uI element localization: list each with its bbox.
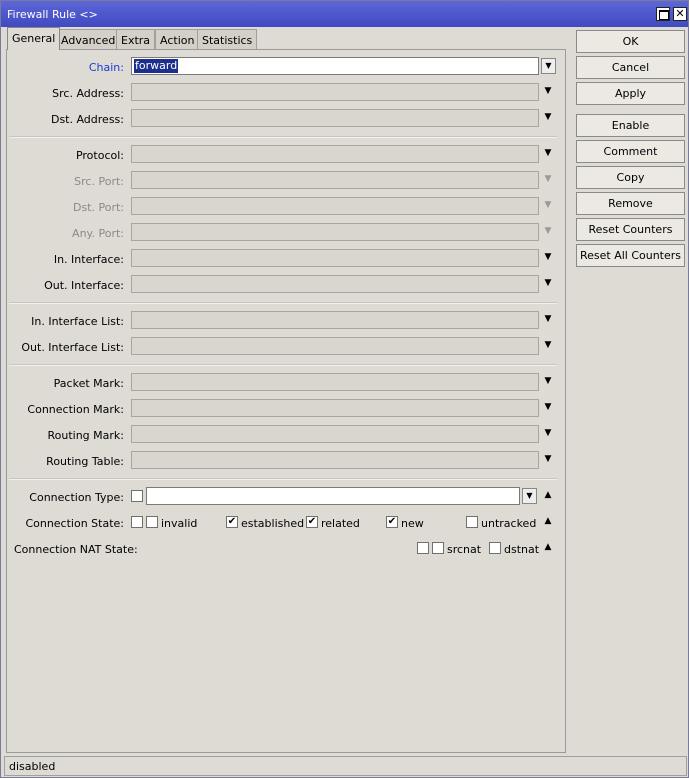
dst-port-input <box>131 197 539 215</box>
dstnat-checkbox[interactable] <box>489 542 501 554</box>
in-interface-list-dropdown-icon[interactable]: ▼ <box>544 314 552 324</box>
chain-input[interactable] <box>131 57 539 75</box>
tab-action[interactable]: Action <box>155 29 199 50</box>
new-label: new <box>401 517 424 530</box>
tab-general[interactable]: General <box>7 27 60 50</box>
invalid-label: invalid <box>161 517 198 530</box>
established-label: established <box>241 517 305 530</box>
cancel-button[interactable]: Cancel <box>576 56 685 79</box>
connection-state-negate-checkbox[interactable] <box>131 516 143 528</box>
src-address-input[interactable] <box>131 83 539 101</box>
routing-mark-label: Routing Mark: <box>47 429 124 442</box>
routing-mark-dropdown-icon[interactable]: ▼ <box>544 428 552 438</box>
dst-address-dropdown-icon[interactable]: ▼ <box>544 112 552 122</box>
tab-extra[interactable]: Extra <box>116 29 155 50</box>
connection-state-collapse-icon[interactable]: ▲ <box>544 516 552 526</box>
checkmark-icon: ✔ <box>387 516 397 527</box>
chain-value: forward <box>135 59 178 72</box>
src-address-label: Src. Address: <box>52 87 124 100</box>
apply-button[interactable]: Apply <box>576 82 685 105</box>
any-port-input <box>131 223 539 241</box>
src-port-label: Src. Port: <box>74 175 124 188</box>
in-interface-input[interactable] <box>131 249 539 267</box>
dstnat-label: dstnat <box>504 543 540 556</box>
out-interface-input[interactable] <box>131 275 539 293</box>
src-port-input <box>131 171 539 189</box>
srcnat-checkbox[interactable] <box>432 542 444 554</box>
related-checkbox[interactable] <box>306 516 318 528</box>
connection-nat-state-label: Connection NAT State: <box>14 543 138 556</box>
checkmark-icon: ✔ <box>307 516 317 527</box>
in-interface-list-label: In. Interface List: <box>31 315 124 328</box>
out-interface-dropdown-icon[interactable]: ▼ <box>544 278 552 288</box>
srcnat-label: srcnat <box>447 543 482 556</box>
untracked-checkbox[interactable] <box>466 516 478 528</box>
dst-address-label: Dst. Address: <box>50 113 124 126</box>
in-interface-dropdown-icon[interactable]: ▼ <box>544 252 552 262</box>
protocol-label: Protocol: <box>75 149 124 162</box>
reset-counters-button[interactable]: Reset Counters <box>576 218 685 241</box>
copy-button[interactable]: Copy <box>576 166 685 189</box>
comment-button[interactable]: Comment <box>576 140 685 163</box>
out-interface-list-input[interactable] <box>131 337 539 355</box>
close-icon[interactable]: ✕ <box>673 7 687 21</box>
separator <box>9 478 557 480</box>
out-interface-list-dropdown-icon[interactable]: ▼ <box>544 340 552 350</box>
protocol-dropdown-icon[interactable]: ▼ <box>544 148 552 158</box>
connection-nat-state-negate-checkbox[interactable] <box>417 542 429 554</box>
connection-type-dropdown-icon[interactable]: ▼ <box>522 488 537 504</box>
separator <box>9 364 557 366</box>
routing-table-label: Routing Table: <box>46 455 124 468</box>
reset-all-counters-button[interactable]: Reset All Counters <box>576 244 685 267</box>
packet-mark-label: Packet Mark: <box>53 377 124 390</box>
src-address-dropdown-icon[interactable]: ▼ <box>544 86 552 96</box>
status-text: disabled <box>9 760 56 773</box>
out-interface-list-label: Out. Interface List: <box>21 341 124 354</box>
separator <box>9 302 557 304</box>
connection-mark-label: Connection Mark: <box>27 403 124 416</box>
out-interface-label: Out. Interface: <box>44 279 124 292</box>
invalid-checkbox[interactable] <box>146 516 158 528</box>
chain-label: Chain: <box>88 61 124 74</box>
src-port-dropdown-icon: ▼ <box>544 174 552 184</box>
established-checkbox[interactable] <box>226 516 238 528</box>
window-title: Firewall Rule <> <box>7 8 98 21</box>
tab-advanced[interactable]: Advanced <box>56 29 120 50</box>
untracked-label: untracked <box>481 517 537 530</box>
routing-table-dropdown-icon[interactable]: ▼ <box>544 454 552 464</box>
connection-type-input[interactable] <box>146 487 520 505</box>
related-label: related <box>321 517 360 530</box>
new-checkbox[interactable] <box>386 516 398 528</box>
protocol-input[interactable] <box>131 145 539 163</box>
connection-type-collapse-icon[interactable]: ▲ <box>544 490 552 500</box>
any-port-label: Any. Port: <box>72 227 124 240</box>
title-bar[interactable] <box>1 1 688 27</box>
remove-button[interactable]: Remove <box>576 192 685 215</box>
connection-nat-state-collapse-icon[interactable]: ▲ <box>544 542 552 552</box>
packet-mark-dropdown-icon[interactable]: ▼ <box>544 376 552 386</box>
status-bar <box>4 756 687 776</box>
in-interface-list-input[interactable] <box>131 311 539 329</box>
packet-mark-input[interactable] <box>131 373 539 391</box>
in-interface-label: In. Interface: <box>53 253 124 266</box>
routing-table-input[interactable] <box>131 451 539 469</box>
connection-mark-input[interactable] <box>131 399 539 417</box>
checkmark-icon: ✔ <box>227 516 237 527</box>
connection-type-negate-checkbox[interactable] <box>131 490 143 502</box>
chain-dropdown-icon[interactable]: ▼ <box>541 58 556 74</box>
connection-mark-dropdown-icon[interactable]: ▼ <box>544 402 552 412</box>
connection-type-label: Connection Type: <box>29 491 124 504</box>
dst-address-input[interactable] <box>131 109 539 127</box>
any-port-dropdown-icon: ▼ <box>544 226 552 236</box>
separator <box>9 136 557 138</box>
dst-port-dropdown-icon: ▼ <box>544 200 552 210</box>
ok-button[interactable]: OK <box>576 30 685 53</box>
connection-state-label: Connection State: <box>25 517 124 530</box>
routing-mark-input[interactable] <box>131 425 539 443</box>
enable-button[interactable]: Enable <box>576 114 685 137</box>
maximize-icon[interactable] <box>656 7 670 21</box>
dst-port-label: Dst. Port: <box>72 201 124 214</box>
tab-statistics[interactable]: Statistics <box>197 29 257 50</box>
